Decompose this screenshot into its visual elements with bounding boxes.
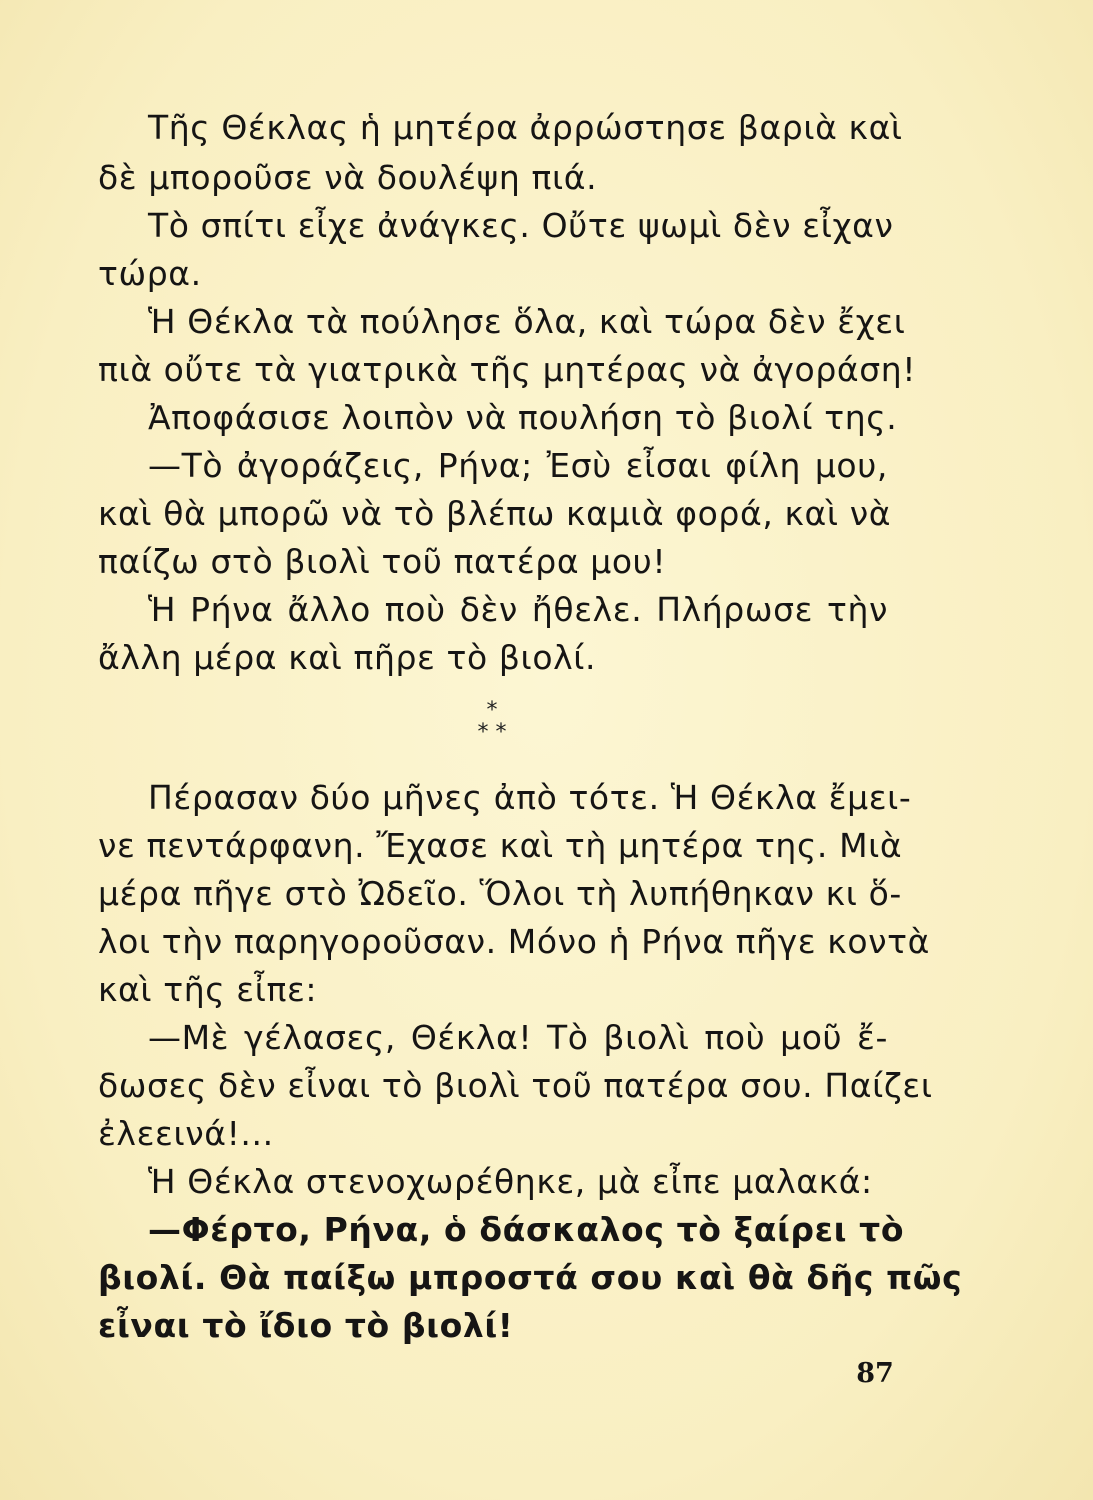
text-line-21: Ἡ Θέκλα στενοχωρέθηκε, μὰ εἶπε μαλακά: bbox=[148, 1162, 873, 1201]
text-line-16: λοι τὴν παρηγοροῦσαν. Μόνο ἡ Ρήνα πῆγε κοντὰ bbox=[98, 922, 930, 961]
text-line-7: Ἀποφάσισε λοιπὸν νὰ πουλήση τὸ βιολί της. bbox=[148, 398, 898, 437]
text-line-13: Πέρασαν δύο μῆνες ἀπὸ τότε. Ἡ Θέκλα ἔμει- bbox=[148, 778, 912, 817]
text-line-23: βιολί. Θὰ παίξω μπροστά σου καὶ θὰ δῆς πῶς bbox=[98, 1258, 963, 1297]
section-separator bbox=[462, 700, 522, 744]
text-line-10: παίζω στὸ βιολὶ τοῦ πατέρα μου! bbox=[98, 542, 667, 581]
text-line-17: καὶ τῆς εἶπε: bbox=[98, 970, 318, 1009]
separator-top-asterisk: * bbox=[486, 698, 498, 723]
text-line-20: ἐλεεινά!... bbox=[98, 1114, 274, 1153]
page-number: 87 bbox=[856, 1358, 894, 1389]
separator-bottom-asterisks: * * bbox=[477, 720, 507, 745]
text-line-1: Τῆς Θέκλας ἡ μητέρα ἀρρώστησε βαριὰ καὶ bbox=[148, 108, 903, 147]
text-line-5: Ἡ Θέκλα τὰ πούλησε ὅλα, καὶ τώρα δὲν ἔχει bbox=[148, 302, 906, 341]
text-line-18: —Μὲ γέλασες, Θέκλα! Τὸ βιολὶ ποὺ μοῦ ἔ- bbox=[148, 1018, 888, 1057]
text-line-9: καὶ θὰ μπορῶ νὰ τὸ βλέπω καμιὰ φορά, καὶ νὰ bbox=[98, 494, 892, 533]
text-line-8: —Τὸ ἀγοράζεις, Ρήνα; Ἐσὺ εἶσαι φίλη μου, bbox=[148, 446, 888, 485]
text-line-3: Τὸ σπίτι εἶχε ἀνάγκες. Οὔτε ψωμὶ δὲν εἶχαν bbox=[148, 206, 894, 245]
text-line-15: μέρα πῆγε στὸ Ὠδεῖο. Ὅλοι τὴ λυπήθηκαν κι ὅ- bbox=[98, 874, 902, 913]
text-line-2: δὲ μποροῦσε νὰ δουλέψη πιά. bbox=[98, 158, 598, 197]
text-line-12: ἄλλη μέρα καὶ πῆρε τὸ βιολί. bbox=[98, 638, 597, 677]
text-line-22: —Φέρτο, Ρήνα, ὁ δάσκαλος τὸ ξαίρει τὸ bbox=[148, 1210, 905, 1249]
text-line-11: Ἡ Ρήνα ἄλλο ποὺ δὲν ἤθελε. Πλήρωσε τὴν bbox=[148, 590, 888, 629]
text-line-24: εἶναι τὸ ἴδιο τὸ βιολί! bbox=[98, 1306, 514, 1345]
text-line-19: δωσες δὲν εἶναι τὸ βιολὶ τοῦ πατέρα σου. Παίζει bbox=[98, 1066, 933, 1105]
text-line-14: νε πεντάρφανη. Ἔχασε καὶ τὴ μητέρα της. Μιὰ bbox=[98, 826, 903, 865]
text-line-6: πιὰ οὔτε τὰ γιατρικὰ τῆς μητέρας νὰ ἀγοράση! bbox=[98, 350, 917, 389]
text-line-4: τώρα. bbox=[98, 254, 202, 293]
